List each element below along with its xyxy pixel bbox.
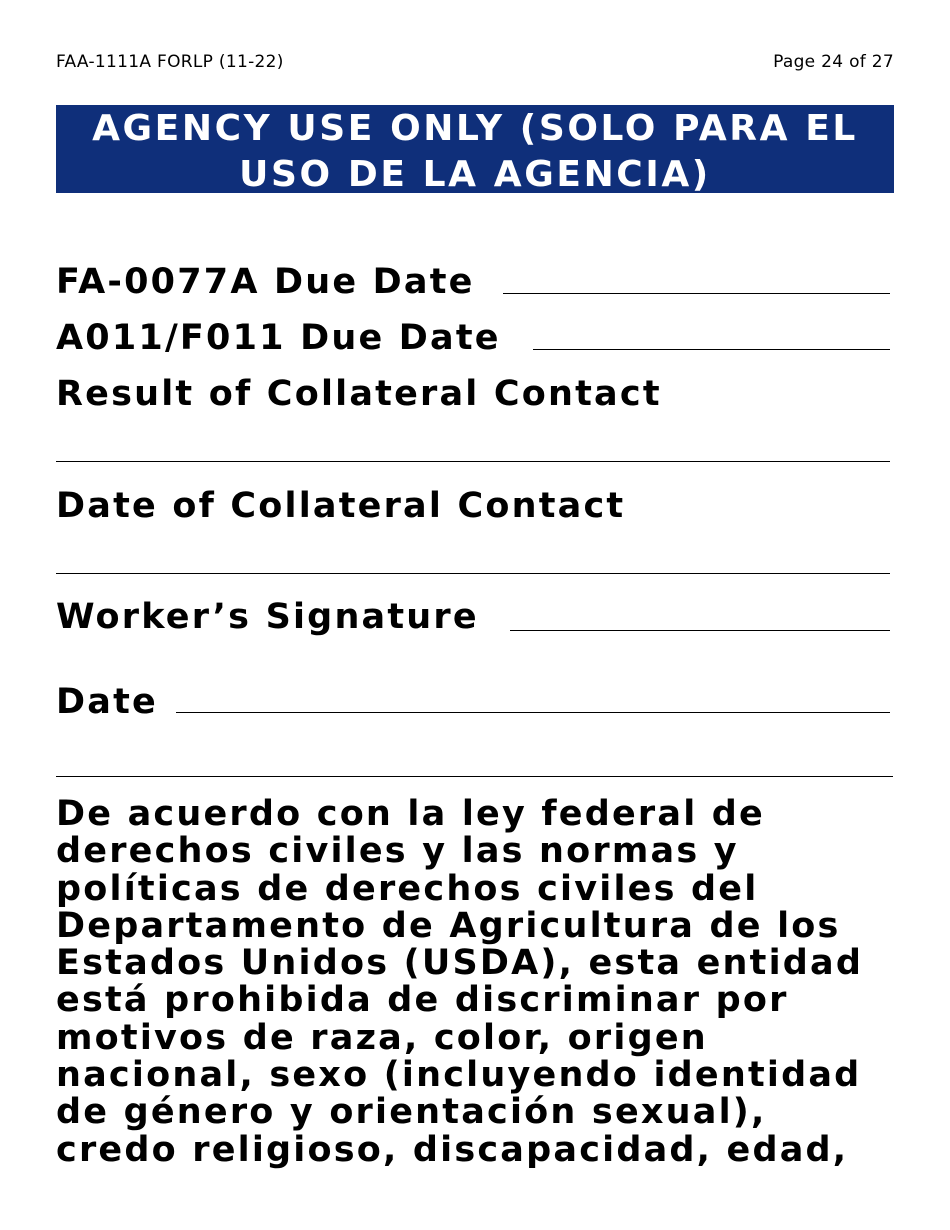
banner-line-1: AGENCY USE ONLY (SOLO PARA EL <box>92 108 858 149</box>
result-collateral-contact-field[interactable] <box>56 461 890 462</box>
date-label: Date <box>56 682 158 722</box>
date-collateral-contact-field[interactable] <box>56 573 890 574</box>
section-divider <box>56 776 893 777</box>
date-field[interactable] <box>176 712 890 713</box>
fa0077a-due-date-label: FA-0077A Due Date <box>56 262 475 302</box>
date-collateral-contact-label: Date of Collateral Contact <box>56 486 626 526</box>
page-number: Page 24 of 27 <box>773 52 894 72</box>
notice-line: credo religioso, discapacidad, edad, <box>56 1129 849 1170</box>
notice-line: Estados Unidos (USDA), esta entidad <box>56 943 864 984</box>
notice-line: de género y orientación sexual), <box>56 1092 767 1133</box>
notice-line: motivos de raza, color, origen <box>56 1017 708 1058</box>
page-header <box>56 52 894 76</box>
form-id: FAA-1111A FORLP (11-22) <box>56 52 284 72</box>
nondiscrimination-notice <box>56 796 906 1169</box>
notice-line: Departamento de Agricultura de los <box>56 905 841 946</box>
banner-line-2: USO DE LA AGENCIA) <box>239 154 711 195</box>
fa0077a-due-date-field[interactable] <box>503 293 890 294</box>
notice-line: políticas de derechos civiles del <box>56 868 759 909</box>
workers-signature-label: Worker’s Signature <box>56 597 479 637</box>
notice-line: nacional, sexo (incluyendo identidad <box>56 1055 862 1096</box>
a011-f011-due-date-label: A011/F011 Due Date <box>56 318 501 358</box>
agency-use-only-banner <box>56 105 894 193</box>
notice-line: está prohibida de discriminar por <box>56 980 789 1021</box>
notice-line: derechos civiles y las normas y <box>56 831 739 872</box>
a011-f011-due-date-field[interactable] <box>533 349 890 350</box>
result-collateral-contact-label: Result of Collateral Contact <box>56 374 662 414</box>
workers-signature-field[interactable] <box>510 630 890 631</box>
notice-line: De acuerdo con la ley federal de <box>56 794 765 834</box>
